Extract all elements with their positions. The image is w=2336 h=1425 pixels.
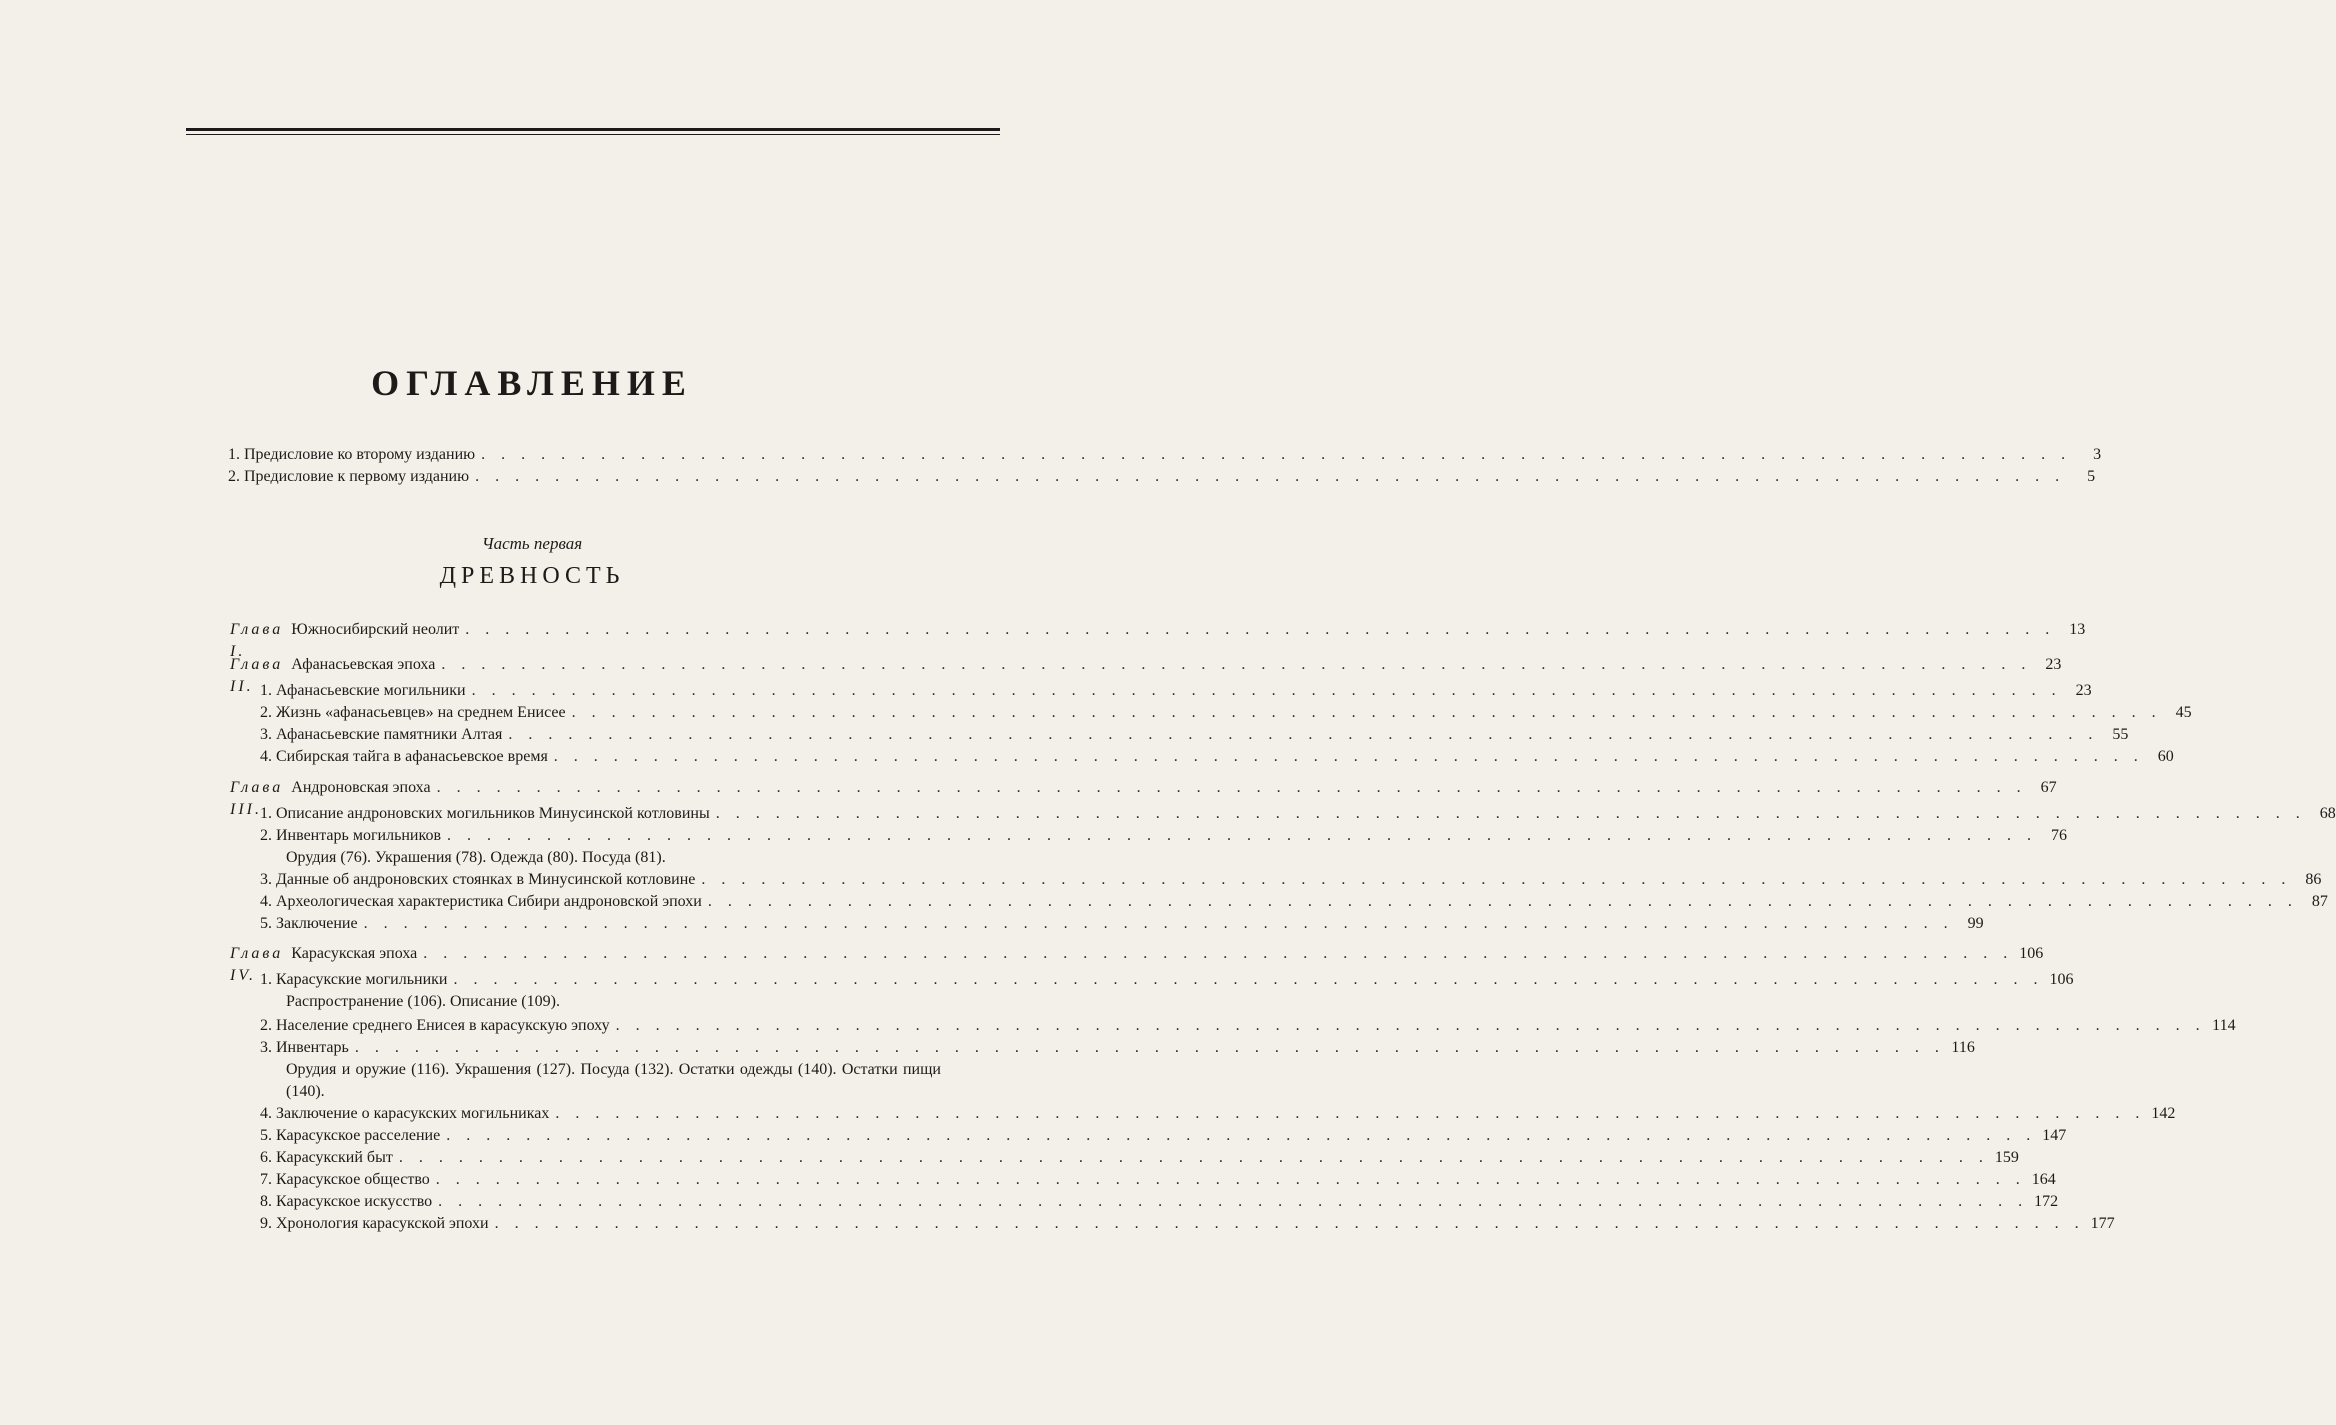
entry-title: 1. Карасукские могильники [260,971,448,988]
page-number: 3 [2093,446,2102,463]
dot-leader: . . . . . . . . . . . . . . . . . . . . . . . . . . . . . . . . . . . . . . . . . . . . . . . . . . . . . . . . . . . . . . . . . . . . . . . . . . . . . . . . [707,893,2298,910]
chapter-number: Глава IV. [230,945,284,984]
section-entry [260,891,2328,913]
entry-title: 2. Жизнь «афанасьевцев» на среднем Енисее [260,704,566,721]
entry-title: 2. Население среднего Енисея в карасукскую эпоху [260,1017,610,1034]
entry-title: 5. Заключение [260,915,358,932]
entry-title: 5. Карасукское расселение [260,1127,441,1144]
page-number: 172 [2034,1193,2059,1210]
page-number: 5 [2087,468,2096,485]
dot-leader: . . . . . . . . . . . . . . . . . . . . . . . . . . . . . . . . . . . . . . . . . . . . . . . . . . . . . . . . . . . . . . . . . . . . . . . . . . . . . . . . [701,871,2292,888]
section-entry [260,702,2192,724]
chapter-number: Глава I. [230,621,284,660]
subsection-topics: Распространение (106). Описание (109). [286,993,560,1010]
entry-title: 1. Предисловие ко второму изданию [228,446,476,463]
dot-leader: . . . . . . . . . . . . . . . . . . . . . . . . . . . . . . . . . . . . . . . . . . . . . . . . . . . . . . . . . . . . . . . . . . . . . . . . . . . . . . . . [553,748,2144,765]
section-entry [260,724,2129,746]
dot-leader: . . . . . . . . . . . . . . . . . . . . . . . . . . . . . . . . . . . . . . . . . . . . . . . . . . . . . . . . . . . . . . . . . . . . . . . . . . . . . . . . [354,1039,1945,1056]
entry-title: 7. Карасукское общество [260,1171,430,1188]
dot-leader: . . . . . . . . . . . . . . . . . . . . . . . . . . . . . . . . . . . . . . . . . . . . . . . . . . . . . . . . . . . . . . . . . . . . . . . . . . . . . . . . [423,945,2014,962]
page-number: 76 [2051,827,2067,844]
entry-title: 9. Хронология карасукской эпохи [260,1215,489,1232]
section-entry [260,1037,1975,1059]
section-entry [260,825,2067,847]
dot-leader: . . . . . . . . . . . . . . . . . . . . . . . . . . . . . . . . . . . . . . . . . . . . . . . . . . . . . . . . . . . . . . . . . . . . . . . . . . . . . . . . [715,805,2306,822]
section-entry [260,1103,2176,1125]
page-number: 23 [2045,656,2062,673]
section-entry [260,1015,2236,1037]
entry-title: 2. Инвентарь могильников [260,827,441,844]
page-number: 106 [2019,945,2044,962]
dot-leader: . . . . . . . . . . . . . . . . . . . . . . . . . . . . . . . . . . . . . . . . . . . . . . . . . . . . . . . . . . . . . . . . . . . . . . . . . . . . . . . . [436,779,2027,796]
page-number: 60 [2157,748,2174,765]
chapter-title: Афанасьевская эпоха [291,656,436,673]
entry-title: 1. Афанасьевские могильники [260,682,466,699]
page-number: 87 [2311,893,2328,910]
part-label: Часть первая [481,534,583,553]
entry-title: 3. Афанасьевские памятники Алтая [260,726,503,743]
dot-leader: . . . . . . . . . . . . . . . . . . . . . . . . . . . . . . . . . . . . . . . . . . . . . . . . . . . . . . . . . . . . . . . . . . . . . . . . . . . . . . . . [438,1193,2029,1210]
entry-title: 4. Сибирская тайга в афанасьевское время [260,748,548,765]
page-number: 23 [2075,682,2092,699]
section-entry [260,1213,2115,1235]
page-number: 159 [1994,1149,2019,1166]
dot-leader: . . . . . . . . . . . . . . . . . . . . . . . . . . . . . . . . . . . . . . . . . . . . . . . . . . . . . . . . . . . . . . . . . . . . . . . . . . . . . . . . [446,1127,2037,1144]
section-entry [260,1125,2067,1147]
dot-leader: . . . . . . . . . . . . . . . . . . . . . . . . . . . . . . . . . . . . . . . . . . . . . . . . . . . . . . . . . . . . . . . . . . . . . . . . . . . . . . . . [363,915,1954,932]
dot-leader: . . . . . . . . . . . . . . . . . . . . . . . . . . . . . . . . . . . . . . . . . . . . . . . . . . . . . . . . . . . . . . . . . . . . . . . . . . . . . . . . [571,704,2162,721]
entry-title: 3. Инвентарь [260,1039,349,1056]
dot-leader: . . . . . . . . . . . . . . . . . . . . . . . . . . . . . . . . . . . . . . . . . . . . . . . . . . . . . . . . . . . . . . . . . . . . . . . . . . . . . . . . [481,446,2072,463]
dot-leader: . . . . . . . . . . . . . . . . . . . . . . . . . . . . . . . . . . . . . . . . . . . . . . . . . . . . . . . . . . . . . . . . . . . . . . . . . . . . . . . . [494,1215,2085,1232]
dot-leader: . . . . . . . . . . . . . . . . . . . . . . . . . . . . . . . . . . . . . . . . . . . . . . . . . . . . . . . . . . . . . . . . . . . . . . . . . . . . . . . . [465,621,2056,638]
front-matter-entry [228,466,2096,488]
dot-leader: . . . . . . . . . . . . . . . . . . . . . . . . . . . . . . . . . . . . . . . . . . . . . . . . . . . . . . . . . . . . . . . . . . . . . . . . . . . . . . . . [471,682,2062,699]
chapter-title: Южносибирский неолит [291,621,460,638]
section-entry [260,969,2074,991]
dot-leader: . . . . . . . . . . . . . . . . . . . . . . . . . . . . . . . . . . . . . . . . . . . . . . . . . . . . . . . . . . . . . . . . . . . . . . . . . . . . . . . . [453,971,2044,988]
section-entry [260,869,2322,891]
subsection-topics: Орудия (76). Украшения (78). Одежда (80). Посуда (81). [286,849,666,866]
top-rule-thin [186,134,1000,135]
page-number: 13 [2069,621,2086,638]
section-entry [260,1169,2056,1191]
entry-title: 4. Археологическая характеристика Сибири андроновской эпохи [260,893,702,910]
entry-title: 4. Заключение о карасукских могильниках [260,1105,550,1122]
dot-leader: . . . . . . . . . . . . . . . . . . . . . . . . . . . . . . . . . . . . . . . . . . . . . . . . . . . . . . . . . . . . . . . . . . . . . . . . . . . . . . . . [555,1105,2146,1122]
dot-leader: . . . . . . . . . . . . . . . . . . . . . . . . . . . . . . . . . . . . . . . . . . . . . . . . . . . . . . . . . . . . . . . . . . . . . . . . . . . . . . . . [508,726,2099,743]
entry-title: 1. Описание андроновских могильников Минусинской котловины [260,805,710,822]
page-number: 177 [2090,1215,2115,1232]
chapter-entry [230,619,2086,660]
page-number: 99 [1967,915,1984,932]
page-number: 67 [2040,779,2057,796]
page-number: 55 [2112,726,2129,743]
dot-leader: . . . . . . . . . . . . . . . . . . . . . . . . . . . . . . . . . . . . . . . . . . . . . . . . . . . . . . . . . . . . . . . . . . . . . . . . . . . . . . . . [475,468,2066,485]
section-entry [260,913,1984,935]
dot-leader: . . . . . . . . . . . . . . . . . . . . . . . . . . . . . . . . . . . . . . . . . . . . . . . . . . . . . . . . . . . . . . . . . . . . . . . . . . . . . . . . [435,1171,2026,1188]
entry-title: 3. Данные об андроновских стоянках в Минусинской котловине [260,871,696,888]
page-number: 86 [2305,871,2322,888]
dot-leader: . . . . . . . . . . . . . . . . . . . . . . . . . . . . . . . . . . . . . . . . . . . . . . . . . . . . . . . . . . . . . . . . . . . . . . . . . . . . . . . . [447,827,2037,844]
dot-leader: . . . . . . . . . . . . . . . . . . . . . . . . . . . . . . . . . . . . . . . . . . . . . . . . . . . . . . . . . . . . . . . . . . . . . . . . . . . . . . . . [441,656,2032,673]
chapter-title: Андроновская эпоха [291,779,431,796]
entry-title: 8. Карасукское искусство [260,1193,433,1210]
page-number: 116 [1951,1039,1975,1056]
section-entry [260,1147,2019,1169]
page-number: 68 [2319,805,2336,822]
dot-leader: . . . . . . . . . . . . . . . . . . . . . . . . . . . . . . . . . . . . . . . . . . . . . . . . . . . . . . . . . . . . . . . . . . . . . . . . . . . . . . . . [398,1149,1989,1166]
section-entry [260,1191,2059,1213]
chapter-number: Глава III. [230,779,284,818]
entry-title: 2. Предисловие к первому изданию [228,468,470,485]
page-number: 114 [2212,1017,2236,1034]
part-title: ДРЕВНОСТЬ [439,563,625,589]
toc-heading: ОГЛАВЛЕНИЕ [371,363,693,403]
dot-leader: . . . . . . . . . . . . . . . . . . . . . . . . . . . . . . . . . . . . . . . . . . . . . . . . . . . . . . . . . . . . . . . . . . . . . . . . . . . . . . . . [615,1017,2206,1034]
page-number: 147 [2042,1127,2067,1144]
page-number: 106 [2049,971,2074,988]
section-entry [260,746,2174,768]
chapter-number: Глава II. [230,656,284,695]
page-number: 142 [2151,1105,2176,1122]
subsection-topics: Орудия и оружие (116). Украшения (127). Посуда (132). Остатки одежды (140). Остатки пищи (140). [286,1061,941,1100]
front-matter-entry [228,444,2102,466]
page-number: 45 [2175,704,2192,721]
entry-title: 6. Карасукский быт [260,1149,393,1166]
top-rule [186,128,1000,131]
section-entry [260,803,2336,825]
page-number: 164 [2031,1171,2056,1188]
chapter-title: Карасукская эпоха [291,945,418,962]
section-entry [260,680,2092,702]
